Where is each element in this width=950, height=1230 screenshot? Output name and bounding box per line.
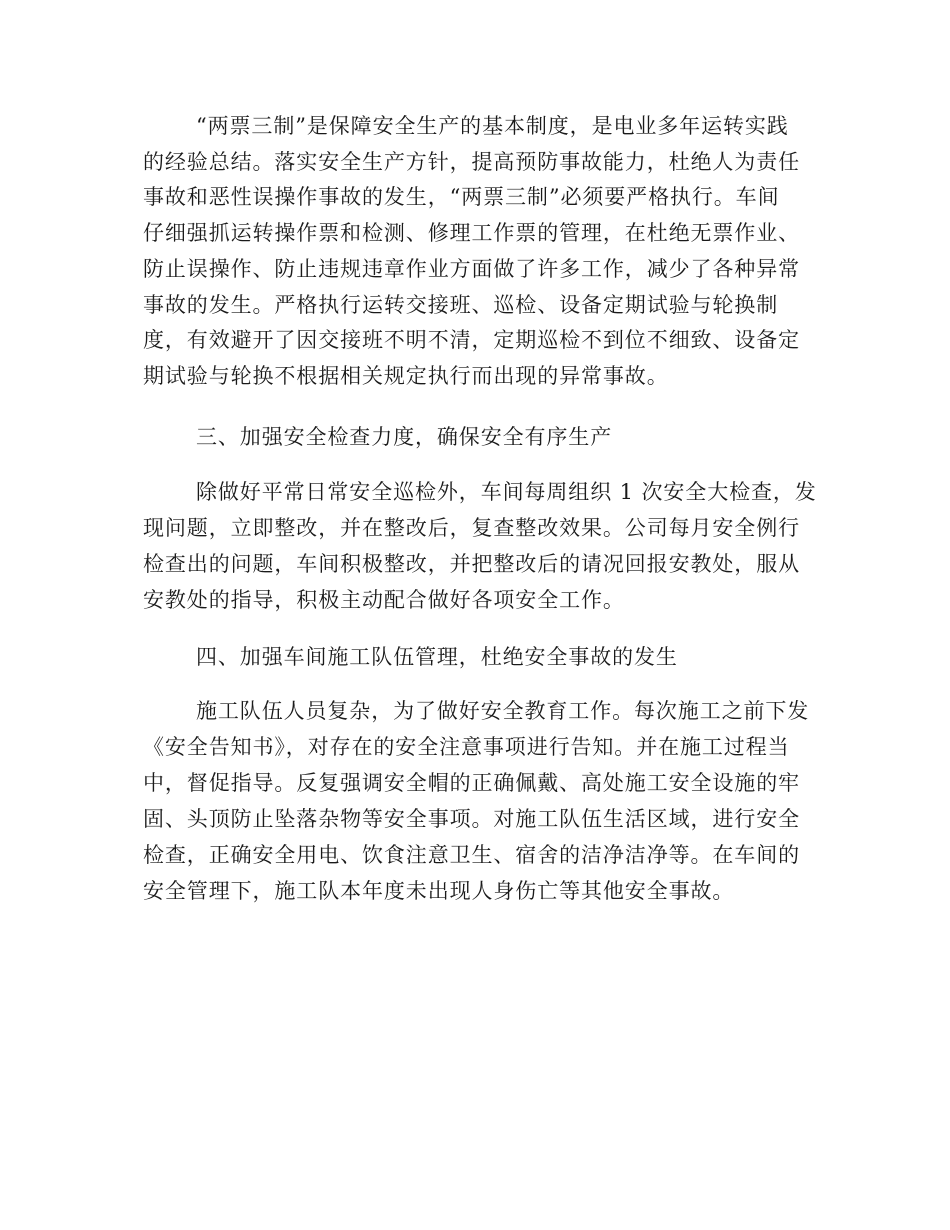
paragraph-line: 仔细强抓运转操作票和检测、修理工作票的管理，在杜绝无票作业、 (143, 221, 800, 245)
paragraph-line: 现问题，立即整改，并在整改后，复查整改效果。公司每月安全例行 (143, 516, 800, 540)
paragraph-line: “两票三制”是保障安全生产的基本制度，是电业多年运转实践 (196, 114, 789, 138)
paragraph-line: 事故的发生。严格执行运转交接班、巡检、设备定期试验与轮换制 (143, 293, 779, 317)
paragraph-line: 《安全告知书》，对存在的安全注意事项进行告知。并在施工过程当 (143, 735, 790, 759)
paragraph-line: 检查，正确安全用电、饮食注意卫生、宿舍的洁净洁净等。在车间的 (143, 843, 800, 867)
section-heading-construction-team: 四、加强车间施工队伍管理，杜绝安全事故的发生 (196, 645, 678, 669)
paragraph-line: 期试验与轮换不根据相关规定执行而出现的异常事故。 (143, 364, 669, 388)
paragraph-line: 检查出的问题，车间积极整改，并把整改后的请况回报安教处，服从 (143, 552, 800, 576)
section-heading-safety-inspection: 三、加强安全检查力度，确保安全有序生产 (196, 425, 613, 449)
paragraph-line: 固、头顶防止坠落杂物等安全事项。对施工队伍生活区域，进行安全 (143, 807, 800, 831)
paragraph-line: 中，督促指导。反复强调安全帽的正确佩戴、高处施工安全设施的牢 (143, 771, 800, 795)
paragraph-line: 的经验总结。落实安全生产方针，提高预防事故能力，杜绝人为责任 (143, 150, 800, 174)
paragraph-line: 事故和恶性误操作事故的发生，“两票三制”必须要严格执行。车间 (143, 185, 780, 209)
paragraph-line: 施工队伍人员复杂，为了做好安全教育工作。每次施工之前下发 (196, 699, 810, 723)
paragraph-line: 除做好平常日常安全巡检外，车间每周组织 1 次安全大检查，发 (196, 480, 817, 504)
paragraph-line: 安全管理下，施工队本年度未出现人身伤亡等其他安全事故。 (143, 879, 735, 903)
paragraph-line: 安教处的指导，积极主动配合做好各项安全工作。 (143, 588, 625, 612)
paragraph-line: 防止误操作、防止违规违章作业方面做了许多工作，减少了各种异常 (143, 257, 800, 281)
paragraph-line: 度，有效避开了因交接班不明不清，定期巡检不到位不细致、设备定 (143, 328, 800, 352)
